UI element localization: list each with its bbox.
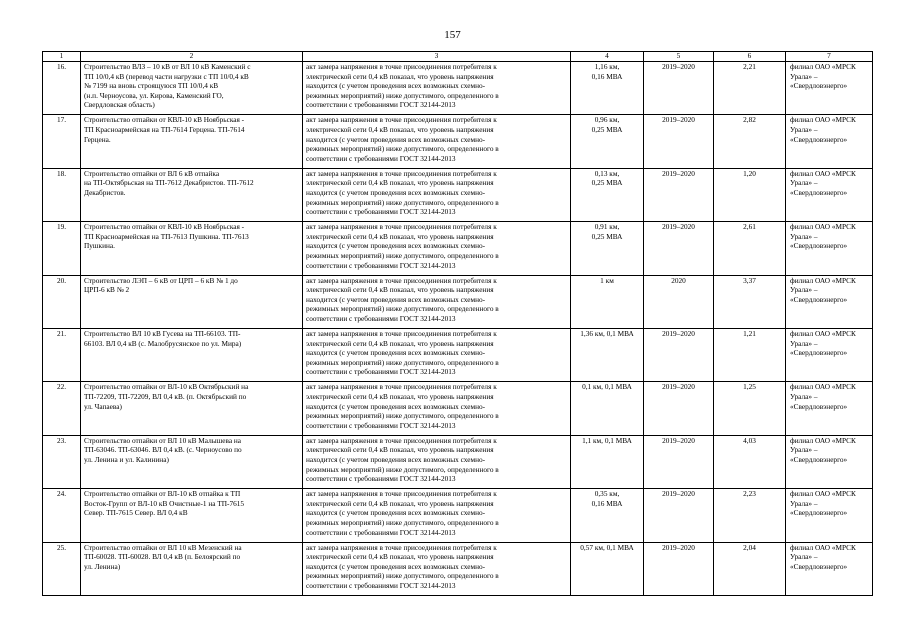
cell-justification (303, 542, 571, 595)
cell-organization (786, 275, 873, 328)
column-header: 7 (786, 52, 873, 62)
cell-project-name (81, 275, 303, 328)
cell-justification (303, 382, 571, 435)
justification-text: акт замера напряжения в точке присоединения потребителя к электрической сети 0,4 кВ показал, что уровень напряжения находится (с учетом проведения всех возможных схемно- режимных мероприятий) ниже допустимого, определенного в соответствии с требованиями ГОСТ 32144-2013 (306, 115, 499, 163)
column-header: 5 (644, 52, 714, 62)
cell-justification (303, 62, 571, 115)
organization-text: филиал ОАО «МРСК Урала» – «Свердловэнерго» (790, 168, 856, 197)
row-number-text: 20. (56, 275, 67, 285)
cell-period (644, 168, 714, 221)
cell-period (644, 542, 714, 595)
capacity-text: 0,13 км, 0,25 МВА (591, 168, 623, 188)
period-text: 2019–2020 (662, 435, 695, 445)
cell-cost (714, 222, 786, 275)
period-text: 2019–2020 (662, 168, 695, 178)
project-name-text: Строительство отпайки от ВЛ 6 кВ отпайка на ТП-Октябрьская на ТП-7612 Декабристов. ТП-7612 Декабристов. (84, 168, 254, 197)
cell-justification (303, 168, 571, 221)
row-number-text: 23. (56, 435, 67, 445)
justification-text: акт замера напряжения в точке присоединения потребителя к электрической сети 0,4 кВ показал, что уровень напряжения находится (с учетом проведения всех возможных схемно- режимных мероприятий) ниже допустимого, определенного в соответствии с требованиями ГОСТ 32144-2013 (306, 489, 499, 537)
justification-text: акт замера напряжения в точке присоединения потребителя к электрической сети 0,4 кВ показал, что уровень напряжения находится (с учетом проведения всех возможных схемно- режимных мероприятий) ниже допустимого, определенного в соответствии с требованиями ГОСТ 32144-2013 (306, 168, 499, 217)
justification-text: акт замера напряжения в точке присоединения потребителя к электрической сети 0,4 кВ показал, что уровень напряжения находится (с учетом проведения всех возможных схемно- режимных мероприятий) ниже допустимого, определенного в соответствии с требованиями ГОСТ 32144-2013 (306, 275, 499, 323)
table-row (43, 115, 873, 168)
project-name-text: Строительство отпайки от ВЛ-10 кВ отпайка к ТП Восток-Групп от ВЛ-10 кВ Очистные-1 на ТП-7615 Север. ТП-7615 Север. ВЛ 0,4 кВ (84, 489, 245, 518)
cell-project-name (81, 328, 303, 381)
cost-text: 3,37 (743, 275, 756, 285)
cost-text: 1,25 (743, 382, 756, 392)
cost-text: 2,04 (743, 542, 756, 552)
organization-text: филиал ОАО «МРСК Урала» – «Свердловэнерго» (790, 489, 856, 518)
project-name-text: Строительство ВЛ 10 кВ Гусева на ТП-66103. ТП- 66103. ВЛ 0,4 кВ (с. Малобрусянское по ул. Мира) (84, 328, 242, 348)
cell-justification (303, 328, 571, 381)
column-header: 2 (81, 52, 303, 62)
cell-row-number (43, 328, 81, 381)
cell-organization (786, 168, 873, 221)
cell-cost (714, 435, 786, 488)
page-number: 157 (444, 29, 461, 41)
cell-organization (786, 222, 873, 275)
cell-period (644, 62, 714, 115)
cell-capacity (571, 382, 644, 435)
organization-text: филиал ОАО «МРСК Урала» – «Свердловэнерго» (790, 435, 856, 464)
capacity-text: 1 км (600, 275, 614, 285)
cell-cost (714, 62, 786, 115)
cell-capacity (571, 168, 644, 221)
cell-organization (786, 115, 873, 168)
cell-justification (303, 115, 571, 168)
organization-text: филиал ОАО «МРСК Урала» – «Свердловэнерго» (790, 222, 856, 251)
project-name-text: Строительство отпайки от ВЛ 10 кВ Малышева на ТП-63046. ТП-63046. ВЛ 0,4 кВ. (с. Черноусово по ул. Ленина и ул. Калинина) (84, 435, 242, 464)
project-name-text: Строительство отпайки от КВЛ-10 кВ Ноябрьская - ТП Красноармейская на ТП-7613 Пушкина. ТП-7613 Пушкина. (84, 222, 249, 251)
cell-organization (786, 435, 873, 488)
cell-organization (786, 542, 873, 595)
organization-text: филиал ОАО «МРСК Урала» – «Свердловэнерго» (790, 542, 856, 571)
cell-capacity (571, 489, 644, 542)
cell-project-name (81, 542, 303, 595)
organization-text: филиал ОАО «МРСК Урала» – «Свердловэнерго» (790, 382, 856, 411)
cell-cost (714, 168, 786, 221)
row-number-text: 25. (56, 542, 67, 552)
cell-capacity (571, 275, 644, 328)
cell-project-name (81, 382, 303, 435)
cell-row-number (43, 435, 81, 488)
table-row (43, 222, 873, 275)
capacity-text: 1,1 км, 0,1 МВА (582, 435, 632, 445)
cell-row-number (43, 222, 81, 275)
project-name-text: Строительство ВЛЗ – 10 кВ от ВЛ 10 кВ Каменский с ТП 10/0,4 кВ (перевод части нагрузки с ТП 10/0,4 кВ № 7199 на вновь строящуюся ТП 10/0,4 кВ (н.п. Черноусова, ул. Кирова, Каменский ГО, Свердловская область) (84, 62, 251, 110)
table-row (43, 489, 873, 542)
cell-row-number (43, 542, 81, 595)
cell-justification (303, 489, 571, 542)
row-number-text: 16. (56, 62, 67, 71)
cell-cost (714, 115, 786, 168)
cell-capacity (571, 62, 644, 115)
table-row (43, 275, 873, 328)
cell-period (644, 489, 714, 542)
row-number-text: 19. (56, 222, 67, 232)
cost-text: 4,03 (743, 435, 756, 445)
organization-text: филиал ОАО «МРСК Урала» – «Свердловэнерго» (790, 62, 856, 91)
table-row (43, 435, 873, 488)
justification-text: акт замера напряжения в точке присоединения потребителя к электрической сети 0,4 кВ показал, что уровень напряжения находится (с учетом проведения всех возможных схемно- режимных мероприятий) ниже допустимого, определенного в соответствии с требованиями ГОСТ 32144-2013 (306, 222, 499, 270)
cell-project-name (81, 168, 303, 221)
cell-cost (714, 275, 786, 328)
cell-period (644, 382, 714, 435)
project-name-text: Строительство ЛЭП – 6 кВ от ЦРП – 6 кВ № 1 до ЦРП-6 кВ № 2 (84, 275, 238, 295)
cell-project-name (81, 62, 303, 115)
cell-organization (786, 62, 873, 115)
cost-text: 2,82 (743, 115, 756, 125)
period-text: 2019–2020 (662, 222, 695, 232)
organization-text: филиал ОАО «МРСК Урала» – «Свердловэнерго» (790, 275, 856, 304)
cell-period (644, 328, 714, 381)
period-text: 2019–2020 (662, 382, 695, 392)
table-row (43, 168, 873, 221)
cost-text: 1,21 (743, 328, 756, 338)
cell-project-name (81, 222, 303, 275)
cell-period (644, 435, 714, 488)
period-text: 2019–2020 (662, 62, 695, 71)
period-text: 2020 (671, 275, 686, 285)
organization-text: филиал ОАО «МРСК Урала» – «Свердловэнерго» (790, 115, 856, 144)
table-row (43, 382, 873, 435)
cell-period (644, 115, 714, 168)
capacity-text: 0,91 км, 0,25 МВА (591, 222, 623, 241)
row-number-text: 24. (56, 489, 67, 499)
row-number-text: 17. (56, 115, 67, 125)
column-header: 3 (303, 52, 571, 62)
period-text: 2019–2020 (662, 328, 695, 338)
column-header: 4 (571, 52, 644, 62)
capacity-text: 1,36 км, 0,1 МВА (580, 328, 634, 338)
cell-project-name (81, 115, 303, 168)
cell-period (644, 222, 714, 275)
measures-table (42, 51, 873, 596)
row-number-text: 18. (56, 168, 67, 178)
cell-capacity (571, 435, 644, 488)
row-number-text: 21. (56, 328, 67, 338)
cell-capacity (571, 115, 644, 168)
cost-text: 2,21 (743, 62, 756, 71)
capacity-text: 1,16 км, 0,16 МВА (591, 62, 623, 81)
capacity-text: 0,96 км, 0,25 МВА (591, 115, 623, 134)
period-text: 2019–2020 (662, 489, 695, 499)
project-name-text: Строительство отпайки от ВЛ-10 кВ Октябрьский на ТП-72209, ТП-72209, ВЛ 0,4 кВ. (п. Октябрьский по ул. Чапаева) (84, 382, 249, 411)
cell-project-name (81, 435, 303, 488)
cell-row-number (43, 62, 81, 115)
cell-row-number (43, 115, 81, 168)
table-row (43, 62, 873, 115)
cell-justification (303, 435, 571, 488)
justification-text: акт замера напряжения в точке присоединения потребителя к электрической сети 0,4 кВ показал, что уровень напряжения находится (с учетом проведения всех возможных схемно- режимных мероприятий) ниже допустимого, определенного в соответствии с требованиями ГОСТ 32144-2013 (306, 382, 499, 430)
cell-row-number (43, 168, 81, 221)
cell-project-name (81, 489, 303, 542)
organization-text: филиал ОАО «МРСК Урала» – «Свердловэнерго» (790, 328, 856, 358)
cell-organization (786, 382, 873, 435)
cell-row-number (43, 489, 81, 542)
cell-capacity (571, 222, 644, 275)
period-text: 2019–2020 (662, 115, 695, 125)
cell-period (644, 275, 714, 328)
period-text: 2019–2020 (662, 542, 695, 552)
row-number-text: 22. (56, 382, 67, 392)
cell-cost (714, 489, 786, 542)
cell-capacity (571, 328, 644, 381)
cost-text: 2,23 (743, 489, 756, 499)
capacity-text: 0,57 км, 0,1 МВА (580, 542, 634, 552)
justification-text: акт замера напряжения в точке присоединения потребителя к электрической сети 0,4 кВ показал, что уровень напряжения находится (с учетом проведения всех возможных схемно- режимных мероприятий) ниже допустимого, определенного в соответствии с требованиями ГОСТ 32144-2013 (306, 435, 499, 484)
cell-cost (714, 542, 786, 595)
cell-cost (714, 328, 786, 381)
justification-text: акт замера напряжения в точке присоединения потребителя к электрической сети 0,4 кВ показал, что уровень напряжения находится (с учетом проведения всех возможных схемно- режимных мероприятий) ниже допустимого, определенного в соответствии с требованиями ГОСТ 32144-2013 (306, 62, 499, 110)
column-header: 1 (43, 52, 81, 62)
cell-row-number (43, 382, 81, 435)
column-header: 6 (714, 52, 786, 62)
capacity-text: 0,1 км, 0,1 МВА (582, 382, 632, 392)
table-row (43, 542, 873, 595)
project-name-text: Строительство отпайки от КВЛ-10 кВ Ноябрьская - ТП Красноармейская на ТП-7614 Герцена. ТП-7614 Герцена. (84, 115, 245, 144)
cost-text: 1,20 (743, 168, 756, 178)
table-row (43, 328, 873, 381)
justification-text: акт замера напряжения в точке присоединения потребителя к электрической сети 0,4 кВ показал, что уровень напряжения находится (с учетом проведения всех возможных схемно- режимных мероприятий) ниже допустимого, определенного в соответствии с требованиями ГОСТ 32144-2013 (306, 328, 499, 377)
cell-cost (714, 382, 786, 435)
cell-organization (786, 328, 873, 381)
project-name-text: Строительство отпайки от ВЛ 10 кВ Мезенский на ТП-60028. ТП-60028. ВЛ 0,4 кВ (п. Белоярский по ул. Ленина) (84, 542, 242, 571)
cell-row-number (43, 275, 81, 328)
cell-justification (303, 275, 571, 328)
cost-text: 2,61 (743, 222, 756, 232)
justification-text: акт замера напряжения в точке присоединения потребителя к электрической сети 0,4 кВ показал, что уровень напряжения находится (с учетом проведения всех возможных схемно- режимных мероприятий) ниже допустимого, определенного в соответствии с требованиями ГОСТ 32144-2013 (306, 542, 499, 590)
cell-capacity (571, 542, 644, 595)
cell-organization (786, 489, 873, 542)
cell-justification (303, 222, 571, 275)
header-row (43, 52, 873, 62)
capacity-text: 0,35 км, 0,16 МВА (591, 489, 623, 508)
